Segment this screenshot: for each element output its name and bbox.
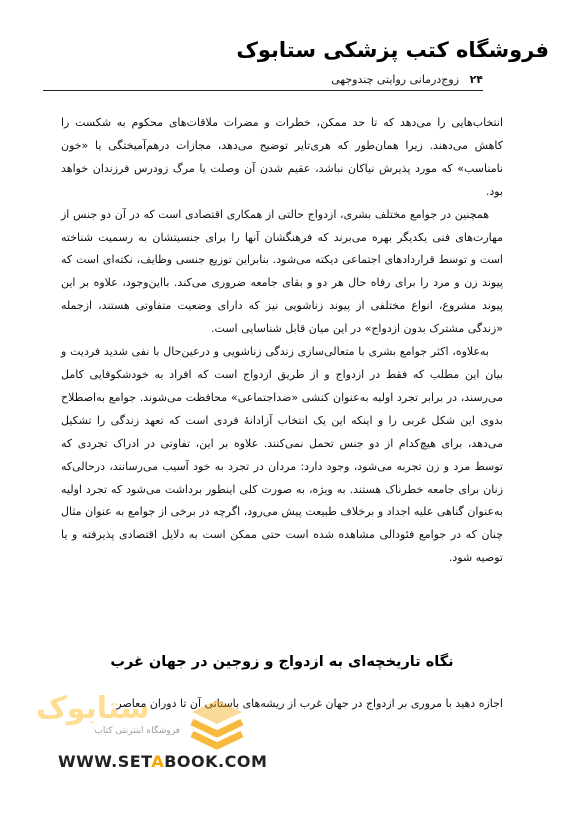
paragraph: همچنین در جوامع مختلف بشری، ازدواج حالتی از همکاری اقتصادی است که در آن دو جنس از مهارت‌های فنی یکدیگر بهره می‌برند که فرهنگشان آنها را برای جنسیتشان به رسمیت شناخته است و توسط قراردادهای اجتماعی دیکته می‌شود. بنابراین توزیع جنسی وظایف، نکته‌ای است که پیوند زن و مرد را برای رفاه حال هر دو و بقای جامعه ضروری می‌کند. بااین‌وجود، علاوه بر این پیوند مشروع، انواع مختلفی از پیوند زناشویی نیز که دارای وضعیت متفاوتی هستند، ازجمله «زندگی مشترک بدون ازدواج» در این میان قابل شناسایی است. xyxy=(61,207,503,336)
book-stack-icon xyxy=(186,690,248,752)
logo-wordmark: ستابوک xyxy=(36,691,150,726)
paragraph: به‌علاوه، اکثر جوامع بشری با متعالی‌سازی زندگی زناشویی و درعین‌حال با نفی شدید فردیت و بیان این مطلب که فقط در ازدواج و از طریق ازدواج است که افراد به خودشکوفایی کامل می‌رسند، در برابر تجرد اولیه به‌عنوان کنشی «ضداجتماعی» محافظت می‌شوند. جوامع به‌اصطلاح بدوی این شکل غربی را و اینکه این یک انتخاب آزادانهٔ فردی است که تعهد زندگی را تشکیل می‌دهد، برای هیچ‌کدام از دو جنس تحمل نمی‌کنند. علاوه بر این، تفاوتی در ادراک تجردی که توسط مرد و زن تجربه می‌شود، وجود دارد: مردان در تجرد به خود آسیب می‌رسانند، درحالی‌که زنان برای جامعه خطرناک هستند. به ویژه، به صورت کلی اینطور برداشت می‌شود که تجرد اولیه به‌عنوان گناهی علیه اجداد و برخلاف طبیعت پیش می‌رود، اگرچه در برخی از جوامع به عنوان مثال چنان که در جوامع فئودالی مشاهده شده است حتی ممکن است به دلایل اقتصادی پذیرفته و یا توصیه شود. xyxy=(61,345,503,565)
paragraph-start: اجازه دهید با مروری بر ازدواج در جهان غرب از ریشه‌های باستانی آن تا دوران معاصر xyxy=(116,697,503,710)
page-number: ۲۴ xyxy=(469,73,483,86)
body-text xyxy=(61,112,503,570)
section-heading: نگاه تاریخچه‌ای به ازدواج و زوجین در جهان غرب xyxy=(110,654,454,670)
url-prefix: WWW.SET xyxy=(58,752,152,771)
paragraph: انتخاب‌هایی را می‌دهد که تا حد ممکن، خطرات و مضرات ملاقات‌های محکوم به شکست را کاهش می‌دهند. زیرا همان‌طور که هری‌تایر توضیح می‌دهد، مجازات درهم‌آمیختگی یا «خون نامناسب» که مورد پذیرش نیاکان نباشد، عقیم شدن آن وصلت یا مرگ زودرس فرزندان خواهد بود. xyxy=(61,116,503,198)
url-accent: A xyxy=(151,752,165,771)
store-title: فروشگاه کتب پزشکی ستابوک xyxy=(236,38,549,62)
watermark-url xyxy=(58,752,268,771)
running-head xyxy=(43,72,483,91)
logo-tagline: فروشگاه اینترنتی کتاب xyxy=(94,726,180,736)
url-suffix: BOOK.COM xyxy=(164,752,268,771)
running-title: زوج‌درمانی روایتی چندوجهی xyxy=(331,73,459,86)
